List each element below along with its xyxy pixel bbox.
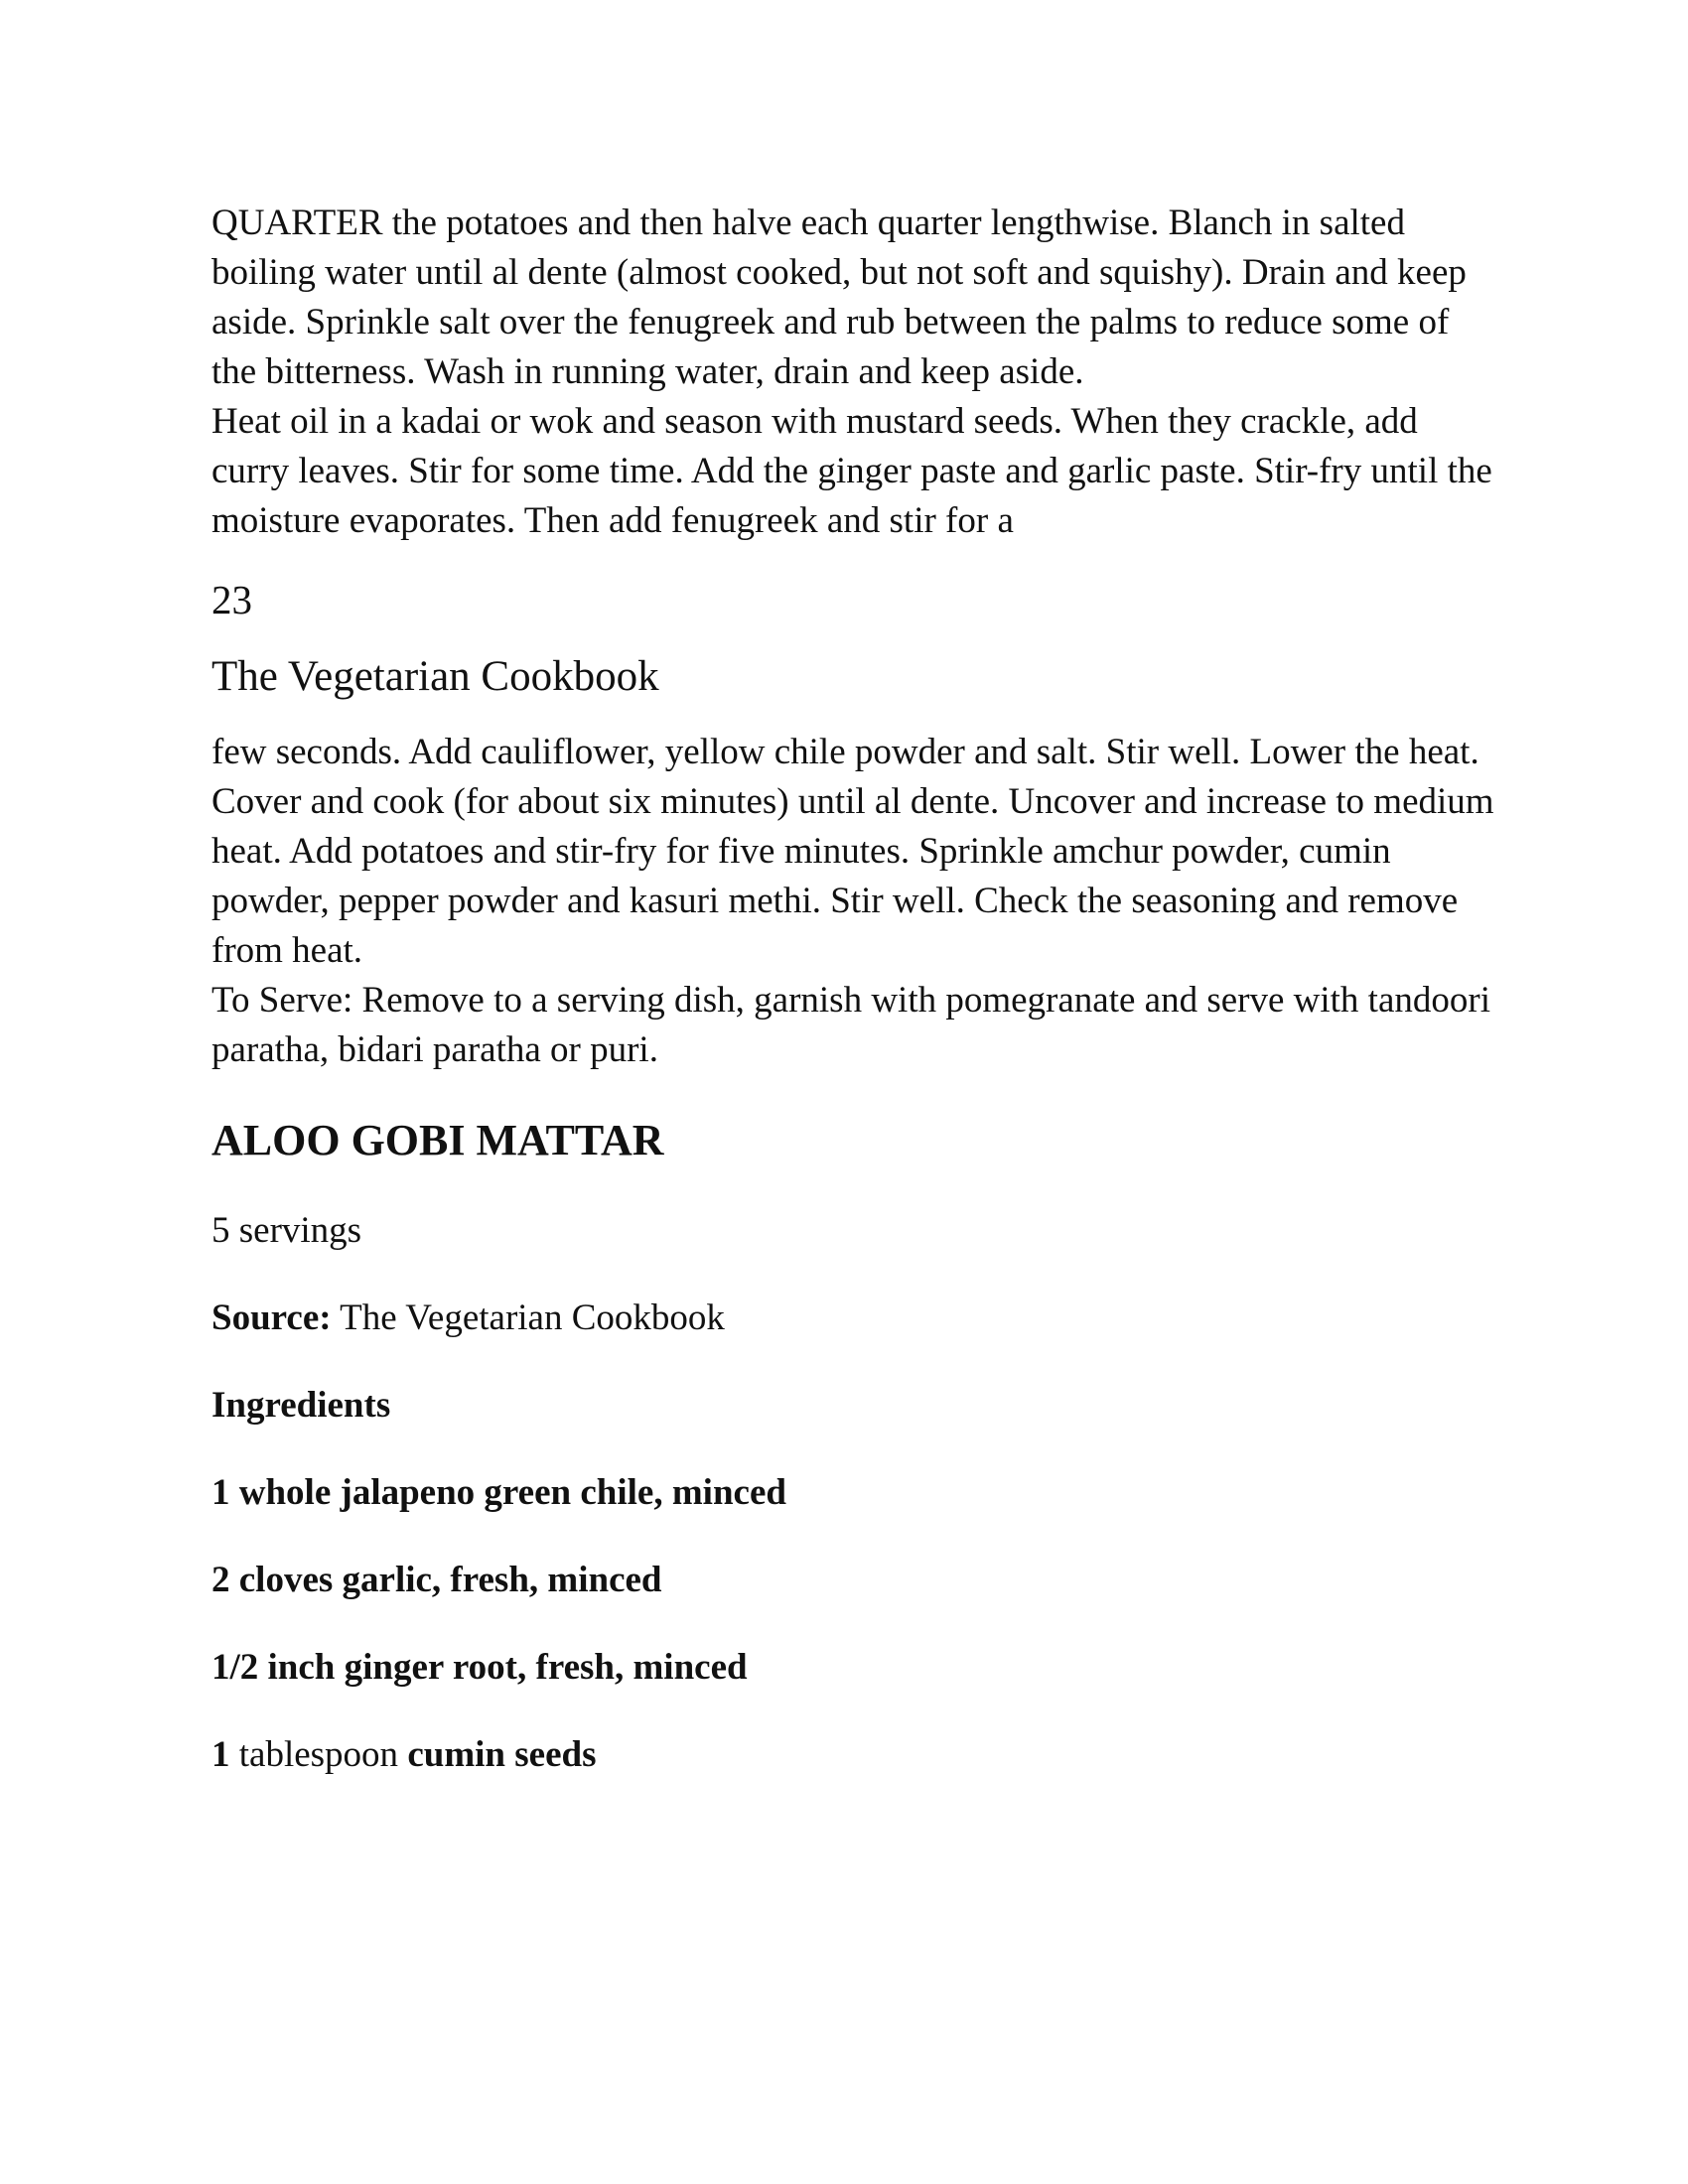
ingredient-unit: tablespoon	[238, 1734, 399, 1775]
source-label: Source:	[211, 1297, 332, 1338]
ingredients-heading: Ingredients	[211, 1385, 391, 1426]
recipe-title: ALOO GOBI MATTAR	[211, 1116, 664, 1164]
running-header: The Vegetarian Cookbook	[211, 653, 659, 700]
recipe-source	[211, 1294, 1502, 1343]
serving-paragraph: To Serve: Remove to a serving dish, garnish with pomegranate and serve with tandoori paratha, bidari paratha or puri.	[211, 980, 1490, 1070]
document-page	[211, 199, 1502, 1780]
ingredient-quantity: 1	[211, 1734, 230, 1775]
ingredient-item: 2 cloves garlic, fresh, minced	[211, 1560, 662, 1600]
source-value: The Vegetarian Cookbook	[340, 1297, 725, 1338]
instruction-paragraph: few seconds. Add cauliflower, yellow chile powder and salt. Stir well. Lower the heat. Cover and cook (for about six minutes) until al dente. Uncover and increase to medium heat. Add potatoes and stir-fry for five minutes. Sprinkle amchur powder, cumin powder, pepper powder and kasuri methi. Stir well. Check the seasoning and remove from heat.	[211, 732, 1494, 971]
instruction-paragraph: QUARTER the potatoes and then halve each quarter lengthwise. Blanch in salted boiling water until al dente (almost cooked, but not soft and squishy). Drain and keep aside. Sprinkle salt over the fenugreek and rub between the palms to reduce some of the bitterness. Wash in running water, drain and keep aside.	[211, 203, 1467, 392]
recipe-servings: 5 servings	[211, 1210, 362, 1251]
ingredient-item	[211, 1730, 1502, 1780]
instruction-paragraph: Heat oil in a kadai or wok and season with mustard seeds. When they crackle, add curry leaves. Stir for some time. Add the ginger paste and garlic paste. Stir-fry until the moisture evaporates. Then add fenugreek and stir for a	[211, 401, 1492, 541]
ingredient-name: cumin seeds	[407, 1734, 597, 1775]
page-number: 23	[211, 577, 252, 622]
ingredient-item: 1/2 inch ginger root, fresh, minced	[211, 1647, 748, 1688]
ingredient-item: 1 whole jalapeno green chile, minced	[211, 1472, 786, 1513]
